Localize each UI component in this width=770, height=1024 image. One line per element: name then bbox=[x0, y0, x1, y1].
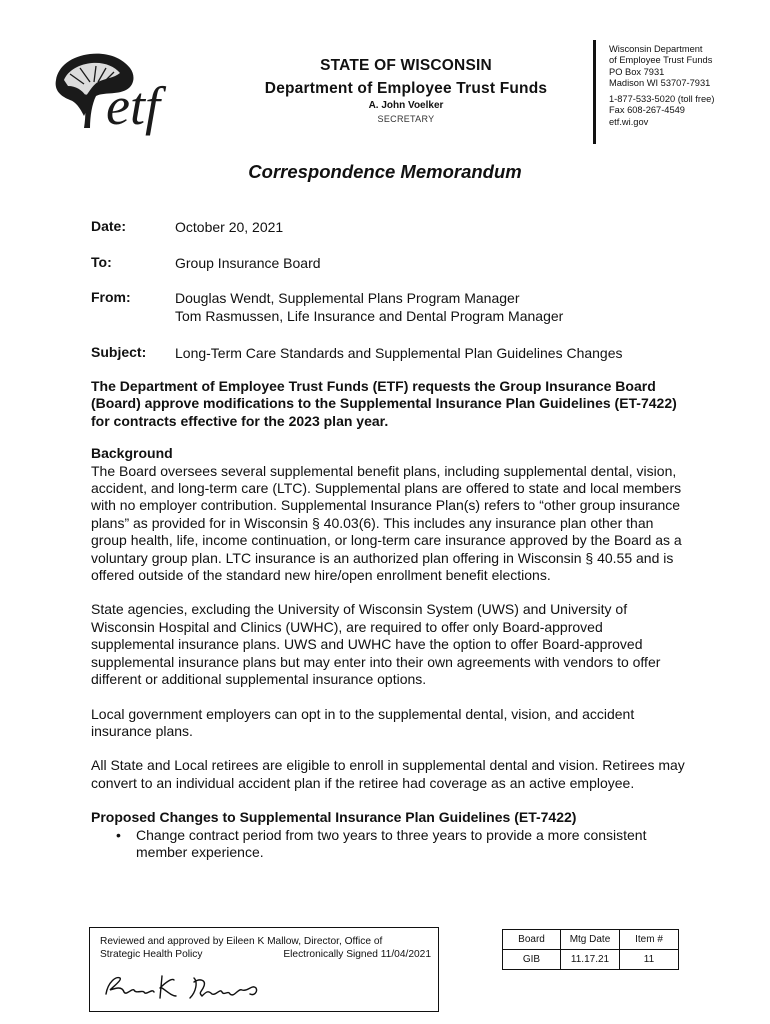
contact-line: PO Box 7931 bbox=[609, 66, 665, 77]
background-paragraph-3: Local government employers can opt in to the supplemental dental, vision, and accident insurance plans. bbox=[91, 705, 635, 739]
table-cell-board: GIB bbox=[503, 950, 561, 970]
etf-logo bbox=[50, 44, 200, 138]
from-value bbox=[175, 289, 563, 325]
from-author-1: Douglas Wendt, Supplemental Plans Program Manager bbox=[175, 290, 520, 306]
signature-image bbox=[102, 970, 272, 1002]
intro-paragraph: The Department of Employee Trust Funds (ETF) requests the Group Insurance Board (Board) approve modifications to the Supplemental Insurance Plan Guidelines (ET-7422) for contracts effective for the 2023 plan year. bbox=[91, 378, 677, 429]
date-value: October 20, 2021 bbox=[175, 219, 284, 235]
approval-esign: Electronically Signed 11/04/2021 bbox=[283, 948, 431, 960]
logo-wordmark: etf bbox=[106, 76, 160, 136]
to-label: To: bbox=[91, 254, 112, 270]
contact-phone: 1-877-533-5020 (toll free) bbox=[609, 94, 715, 105]
table-cell-item: 11 bbox=[620, 950, 679, 970]
header-secretary-title: SECRETARY bbox=[377, 114, 435, 124]
memo-title: Correspondence Memorandum bbox=[248, 161, 522, 182]
table-header-board: Board bbox=[503, 930, 561, 950]
header-state: STATE OF WISCONSIN bbox=[320, 57, 492, 74]
background-paragraph-4: All State and Local retirees are eligible to enroll in supplemental dental and vision. Retirees may convert to an individual accident plan if the retiree had coverage as an active employee. bbox=[91, 757, 685, 791]
subject-label: Subject: bbox=[91, 344, 147, 360]
approval-office: Strategic Health Policy bbox=[100, 948, 203, 960]
background-paragraph-1: The Board oversees several supplemental benefit plans, including supplemental dental, vision, accident, and long-term care (LTC). Supplemental plans are offered to state and local members with no employer contribution. Supplemental Insurance Plan(s) refers to “other group insurance plans” as provided for in Wisconsin § 40.03(6). This includes any insurance plan other than group health, life, income continuation, or long-term care insurance approved by the Board as a voluntary group plan. LTC insurance is an authorized plan offering in Wisconsin § 40.55 and is offered outside of the standard new hire/open enrollment benefit elections. bbox=[91, 462, 682, 584]
subject-value: Long-Term Care Standards and Supplemental Plan Guidelines Changes bbox=[175, 345, 623, 361]
header-department: Department of Employee Trust Funds bbox=[264, 80, 548, 97]
changes-heading: Proposed Changes to Supplemental Insurance Plan Guidelines (ET-7422) bbox=[91, 809, 577, 826]
header-secretary-name: A. John Voelker bbox=[368, 100, 444, 111]
table-header-mtg-date: Mtg Date bbox=[561, 930, 620, 950]
table-cell-mtg-date: 11.17.21 bbox=[561, 950, 620, 970]
table-row bbox=[503, 930, 679, 950]
from-author-2: Tom Rasmussen, Life Insurance and Dental Program Manager bbox=[175, 308, 564, 324]
contact-line: Wisconsin Department bbox=[609, 44, 703, 54]
list-item: • Change contract period from two years to three years to provide a more consistent member experience. bbox=[91, 827, 686, 862]
changes-list bbox=[91, 827, 686, 862]
approval-line-1: Reviewed and approved by Eileen K Mallow, Director, Office of bbox=[100, 936, 383, 947]
to-value: Group Insurance Board bbox=[175, 255, 321, 271]
background-paragraph-2: State agencies, excluding the University of Wisconsin System (UWS) and University of Wisconsin Hospital and Clinics (UWHC), are required to offer only Board-approved supplemental insurance plans. UWS and UWHC have the option to offer Board-approved supplemental insurance plans but may enter into their own agreements with vendors to offer different or additional supplemental insurance options. bbox=[91, 601, 661, 688]
table-row bbox=[503, 950, 679, 970]
background-heading: Background bbox=[91, 445, 173, 462]
contact-block bbox=[609, 44, 714, 128]
contact-web[interactable]: etf.wi.gov bbox=[609, 116, 649, 127]
date-label: Date: bbox=[91, 218, 127, 234]
approval-text bbox=[100, 936, 435, 961]
from-label: From: bbox=[91, 289, 131, 305]
board-item-table bbox=[502, 929, 679, 970]
memo-body bbox=[91, 378, 686, 861]
contact-line: of Employee Trust Funds bbox=[609, 55, 713, 66]
header-divider bbox=[593, 40, 596, 144]
approval-box bbox=[89, 927, 439, 1012]
contact-fax: Fax 608-267-4549 bbox=[609, 105, 685, 116]
contact-line: Madison WI 53707-7931 bbox=[609, 77, 711, 88]
table-header-item: Item # bbox=[620, 930, 679, 950]
